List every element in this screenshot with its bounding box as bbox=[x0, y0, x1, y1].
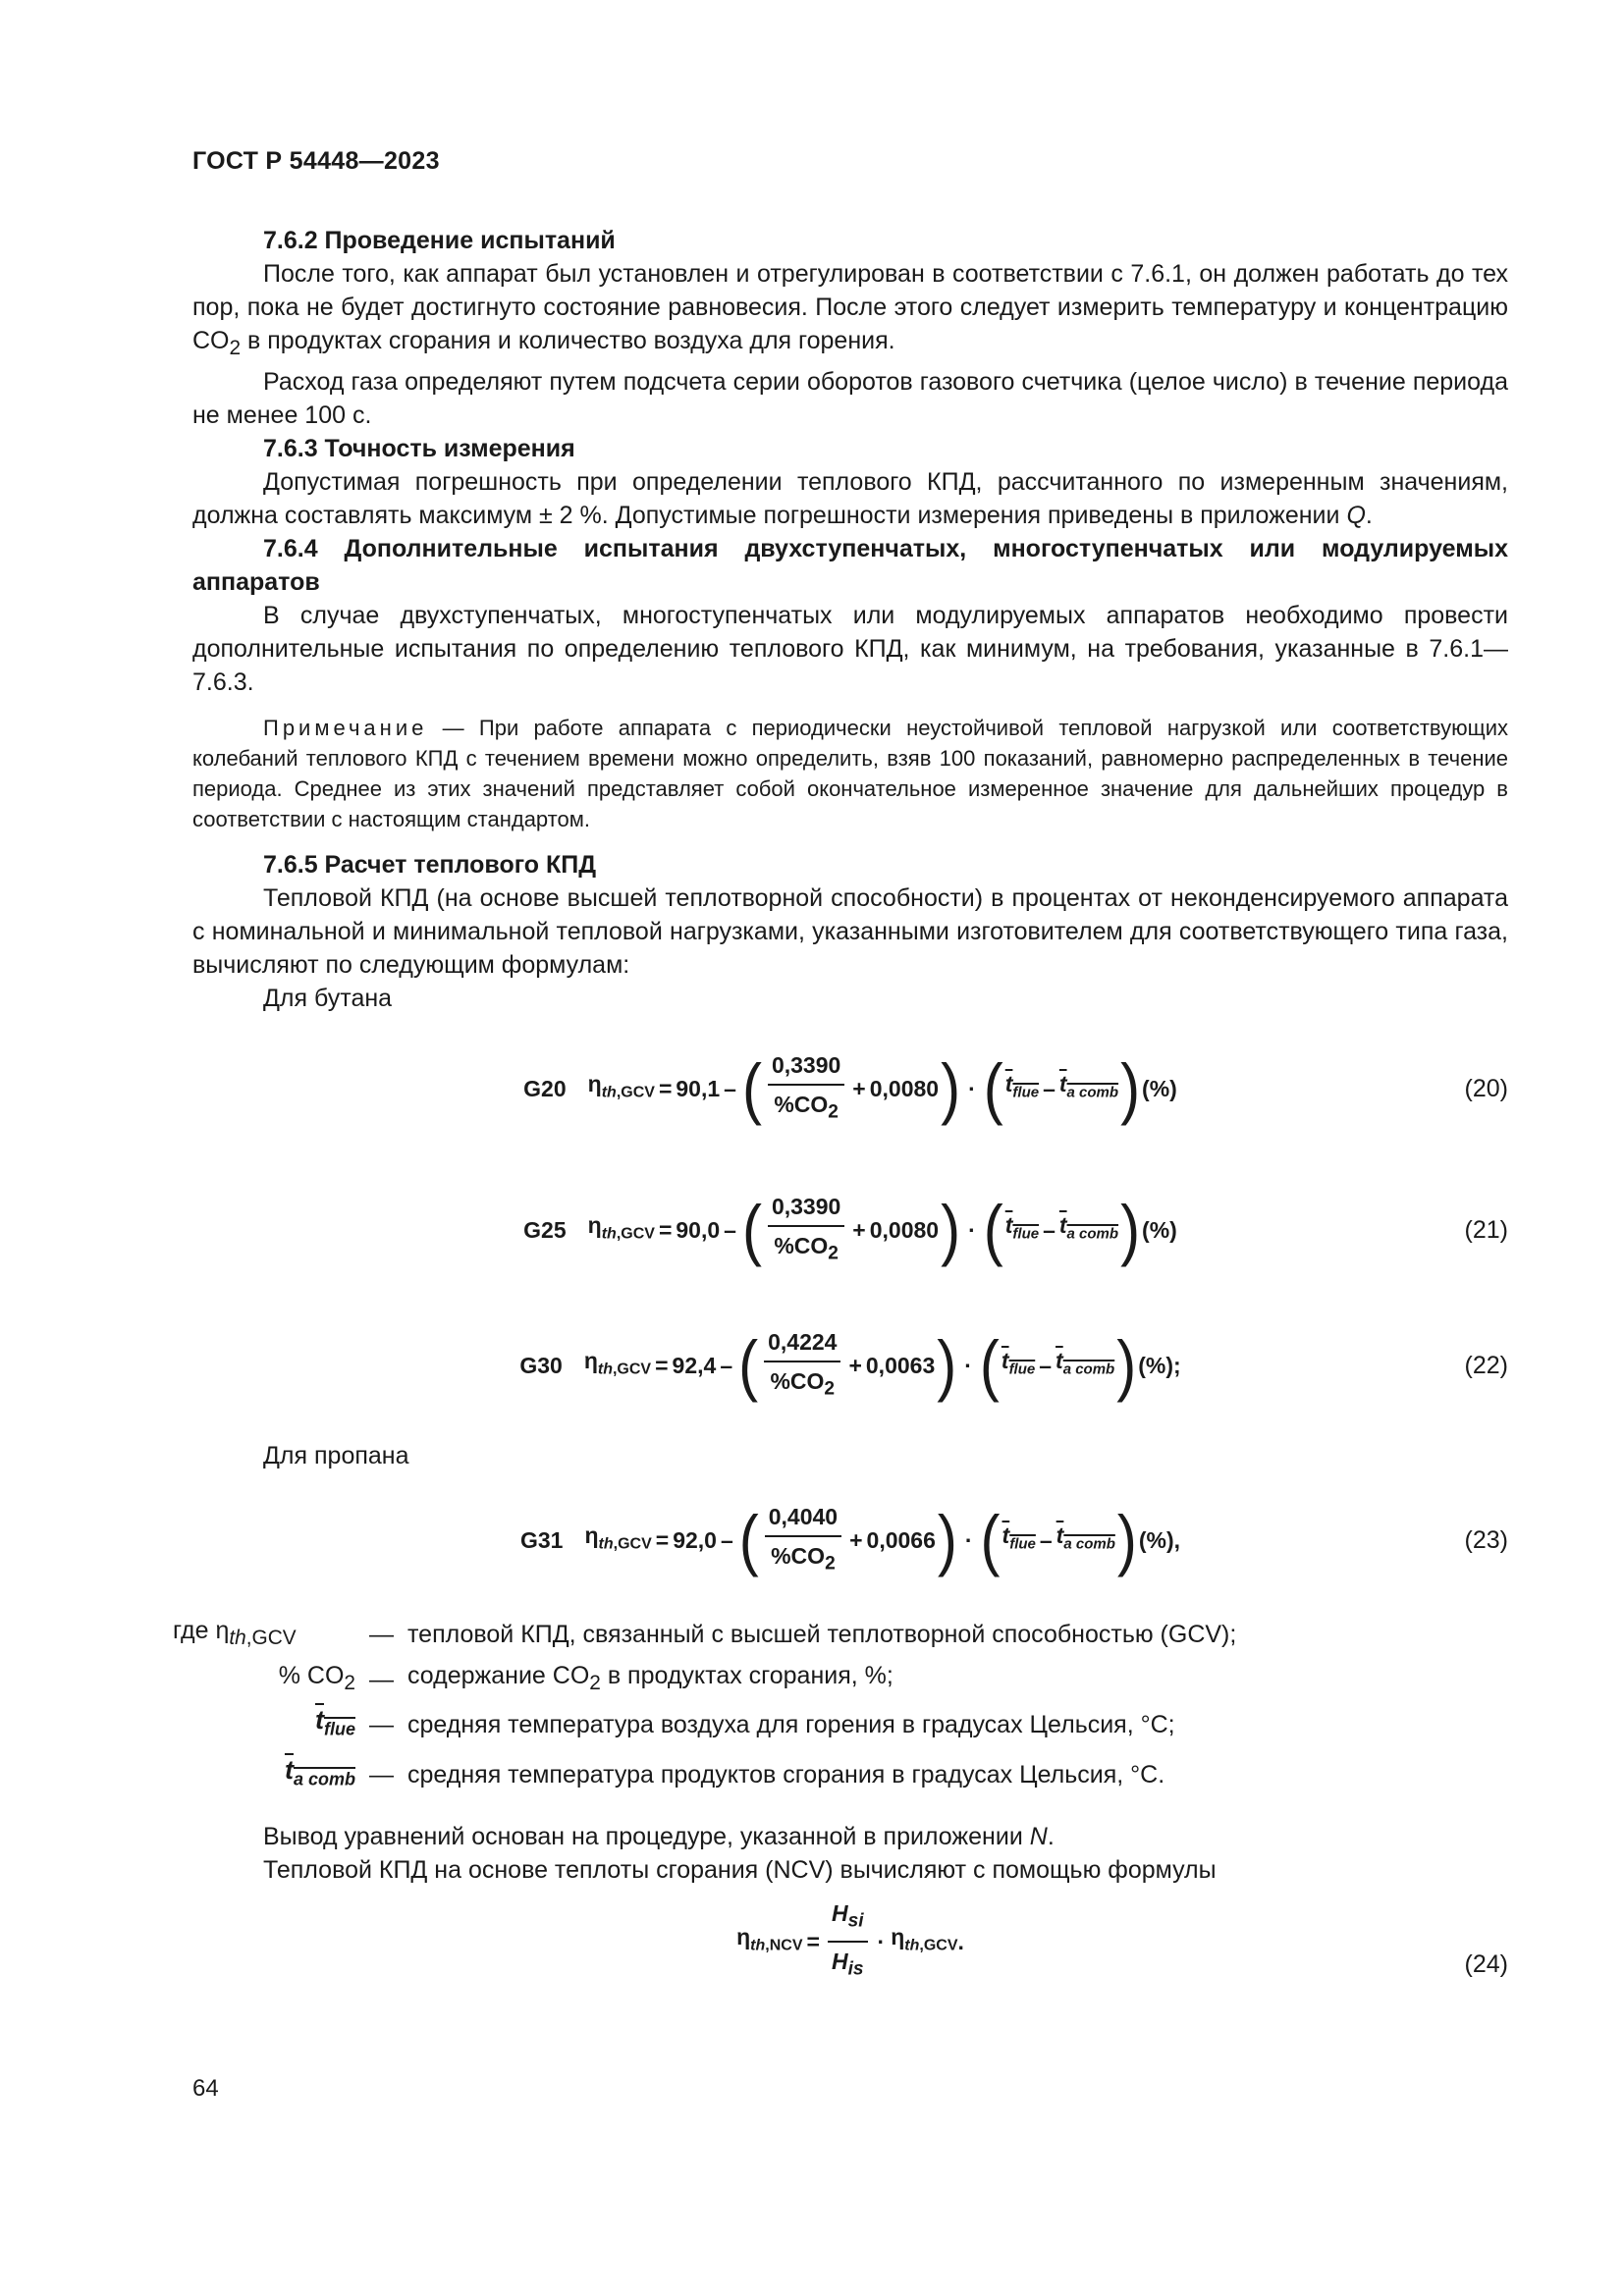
definition-text: средняя температура продуктов сгорания в градусах Цельсия, °C. bbox=[407, 1761, 1165, 1789]
note: Примечание — При работе аппарата с периодически неустойчивой тепловой нагрузкой или соответствующих колебаний теплового КПД с течением времени можно определить, взяв 100 показаний, равномерно распределенных в течение периода. Среднее из этих значений представляет собой окончательное измеренное значение для дальнейших процедур в соответствии с настоящим стандартом. bbox=[192, 716, 1508, 831]
definition-text: содержание $CO_2$ в продуктах сгорания, %; bbox=[407, 1662, 893, 1694]
paragraph: Допустимая погрешность при определении теплового КПД, рассчитанного по измеренным значениям, должна составлять максимум ± 2 %. Допустимые погрешности измерения приведены в приложении Q. bbox=[192, 468, 1508, 529]
standard-header: ГОСТ Р 54448—2023 bbox=[192, 147, 440, 175]
section-heading-7-6-2: 7.6.2 Проведение испытаний bbox=[263, 227, 616, 254]
propane-label: Для пропана bbox=[263, 1442, 409, 1469]
equation-number: (20) bbox=[1464, 1075, 1508, 1102]
formula-20 bbox=[192, 1015, 1508, 1162]
definition-co2: % $CO_2$ — содержание $CO_2$ в продуктах сгорания, %; bbox=[192, 1657, 1508, 1702]
definition-symbol: $t_{a comb}$ bbox=[284, 1755, 355, 1789]
formula-expression: G30 $\eta_{th,GCV}$ = 92,4 – ( $\frac{0,4224}{\%CO_2}$ + 0,0063 ) · ( $t_{flue}$ – $t_{a comb}$ ) (%) ; bbox=[519, 1325, 1180, 1407]
butane-label: Для бутана bbox=[263, 985, 393, 1012]
definition-symbol: $t_{flue}$ bbox=[314, 1705, 355, 1739]
equation-number: (22) bbox=[1464, 1352, 1508, 1379]
formula-expression: $\eta_{th,NCV}$ = $\frac{H_{si}}{H_{is}}$ · $\eta_{th,GCV}$ . bbox=[736, 1896, 964, 1986]
paragraph: После того, как аппарат был установлен и отрегулирован в соответствии с 7.6.1, он должен работать до тех пор, пока не будет достигнуто состояние равновесия. После этого следует измерить температуру и концентрацию $CO_2$ в продуктах сгорания и количество воздуха для горения. bbox=[192, 260, 1508, 359]
document-body bbox=[173, 224, 1508, 1985]
formula-24 bbox=[192, 1887, 1508, 1985]
paragraph: Вывод уравнений основан на процедуре, указанной в приложении N. bbox=[263, 1823, 1055, 1850]
definition-text: тепловой КПД, связанный с высшей теплотворной способностью (GCV); bbox=[407, 1621, 1237, 1648]
section-heading-7-6-4: 7.6.4 Дополнительные испытания двухступенчатых, многоступенчатых или модулируемых аппаратов bbox=[192, 535, 1508, 596]
definition-symbol: % $CO_2$ bbox=[278, 1662, 355, 1694]
formula-22 bbox=[192, 1298, 1508, 1433]
formula-21 bbox=[192, 1162, 1508, 1298]
equation-number: (24) bbox=[1464, 1950, 1508, 1978]
note-label: Примечание bbox=[263, 716, 428, 740]
paragraph: Тепловой КПД на основе теплоты сгорания (NCV) вычисляют с помощью формулы bbox=[263, 1856, 1217, 1884]
definition-symbol: где $\eta_{th,GCV}$ bbox=[173, 1617, 297, 1649]
definition-t-acomb: $t_{a comb}$ — средняя температура продуктов сгорания в градусах Цельсия, °C. bbox=[192, 1747, 1508, 1802]
equation-number: (21) bbox=[1464, 1216, 1508, 1244]
equation-number: (23) bbox=[1464, 1526, 1508, 1554]
definition-t-flue: $t_{flue}$ — средняя температура воздуха для горения в градусах Цельсия, °C; bbox=[192, 1702, 1508, 1747]
formula-expression: G25 $\eta_{th,GCV}$ = 90,0 – ( $\frac{0,3390}{\%CO_2}$ + 0,0080 ) · ( $t_{flue}$ – $t_{a comb}$ ) (%) bbox=[523, 1190, 1177, 1271]
definitions-list bbox=[173, 1612, 1508, 1802]
section-heading-7-6-5: 7.6.5 Расчет теплового КПД bbox=[263, 851, 597, 879]
definition-text: средняя температура воздуха для горения в градусах Цельсия, °C; bbox=[407, 1711, 1175, 1738]
paragraph: В случае двухступенчатых, многоступенчатых или модулируемых аппаратов необходимо провести дополнительные испытания по определению теплового КПД, как минимум, на требования, указанные в 7.6.1—7.6.3. bbox=[192, 602, 1508, 696]
formula-23 bbox=[192, 1472, 1508, 1608]
paragraph: Тепловой КПД (на основе высшей теплотворной способности) в процентах от неконденсируемого аппарата с номинальной и минимальной тепловой нагрузками, указанными изготовителем для соответствующего типа газа, вычисляют по следующим формулам: bbox=[192, 884, 1508, 979]
formula-expression: G20 $\eta_{th,GCV}$ = 90,1 – ( $\frac{0,3390}{\%CO_2}$ + 0,0080 ) · ( $t_{flue}$ – $t_{a comb}$ ) (%) bbox=[523, 1048, 1177, 1130]
formula-expression: G31 $\eta_{th,GCV}$ = 92,0 – ( $\frac{0,4040}{\%CO_2}$ + 0,0066 ) · ( $t_{flue}$ – $t_{a comb}$ ) (%) , bbox=[520, 1500, 1180, 1581]
section-heading-7-6-3: 7.6.3 Точность измерения bbox=[263, 435, 575, 462]
paragraph: Расход газа определяют путем подсчета серии оборотов газового счетчика (целое число) в течение периода не менее 100 с. bbox=[192, 368, 1508, 429]
definition-eta-gcv: где $\eta_{th,GCV}$ — тепловой КПД, связанный с высшей теплотворной способностью (GCV); bbox=[192, 1612, 1508, 1657]
page-number: 64 bbox=[192, 2075, 219, 2102]
